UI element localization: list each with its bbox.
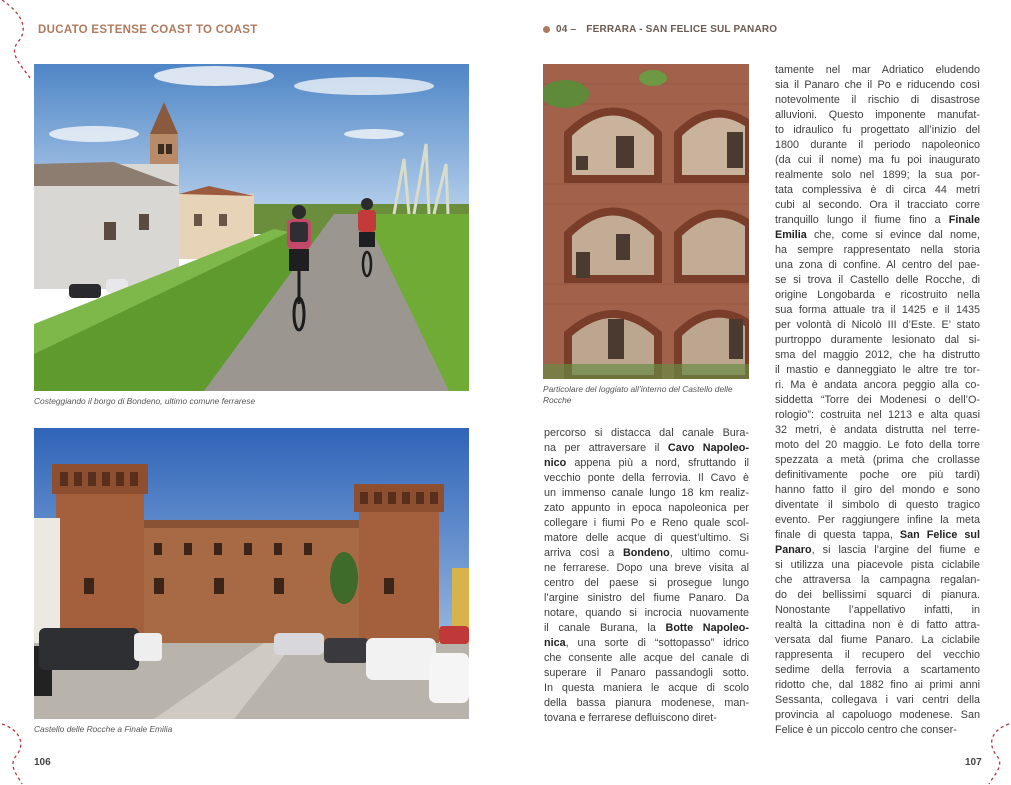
text-run: , una sorte di “sottopasso” idrico	[565, 637, 749, 649]
caption-photo2: Castello delle Rocche a Finale Emilia	[34, 724, 173, 734]
text-run: to idraulico fu progettato all’inizio del	[775, 124, 980, 136]
text-run: 32 metri, è andata distrutta nel terre-	[775, 424, 980, 436]
text-run: una zona di confine. Al centro del pae-	[775, 259, 980, 271]
text-column-middle	[544, 426, 749, 726]
text-run: tovana e ferrarese defluiscono diret-	[544, 712, 717, 724]
text-line	[775, 483, 980, 498]
stage-title: FERRARA - SAN FELICE SUL PANARO	[586, 24, 778, 35]
stage-header	[543, 24, 777, 35]
text-line	[775, 573, 980, 588]
text-run: collegare i fiumi Po e Reno quale scol-	[544, 517, 749, 529]
text-line	[775, 123, 980, 138]
text-run: notevolmente il rischio di disastrose	[775, 94, 980, 106]
text-run: tata complessiva è di circa 44 metri	[775, 184, 980, 196]
text-line	[775, 633, 980, 648]
bold-place-name: Botte Napoleo-	[665, 622, 749, 634]
text-run: In questa maniera le acque di scolo	[544, 682, 749, 694]
text-run: , ultimo comu-	[669, 547, 749, 559]
text-line	[775, 168, 980, 183]
text-line	[775, 693, 980, 708]
text-run: Sessanta, collegava i vari centri della	[775, 694, 980, 706]
page-number-right: 107	[965, 757, 982, 768]
text-run: purtroppo duramente lesionato dal si-	[775, 334, 980, 346]
text-line	[544, 591, 749, 606]
text-run: siddetta “Torre dei Modenesi o dell’O-	[775, 394, 980, 406]
text-run: della bassa pianura modenese, man-	[544, 697, 749, 709]
caption-photo3-line1: Particolare del loggiato all’interno del Castello delle	[543, 384, 733, 394]
text-line	[775, 348, 980, 363]
text-run: evento. Per raggiungere infine la meta	[775, 514, 980, 526]
text-run: che, come si evince dal nome,	[806, 229, 980, 241]
text-line	[775, 423, 980, 438]
text-run: che consente alle acque del canale di	[544, 652, 749, 664]
running-title: DUCATO ESTENSE COAST TO COAST	[38, 24, 258, 36]
text-line	[544, 426, 749, 441]
text-line	[775, 618, 980, 633]
text-run: (da cui il nome) ma fu poi inaugurato	[775, 154, 980, 166]
text-line	[775, 528, 980, 543]
text-line	[775, 498, 980, 513]
text-line	[544, 456, 749, 471]
text-line	[775, 78, 980, 93]
text-line	[775, 513, 980, 528]
text-run: origine Longobarda e ricostruito nella	[775, 289, 980, 301]
text-run: appena più a nord, sfruttando il	[566, 457, 749, 469]
text-run: notare, quando si incrocia nuovamente	[544, 607, 749, 619]
text-line	[775, 333, 980, 348]
photo-bondeno-cyclists	[34, 64, 469, 391]
text-run: finale di questa tappa,	[775, 529, 900, 541]
text-run: realmente solo nel 1899; la sua por-	[775, 169, 980, 181]
text-line	[775, 543, 980, 558]
text-run: per volontà di Nicolò III d’Este. E’ stato	[775, 319, 980, 331]
text-line	[544, 711, 749, 726]
text-line	[775, 303, 980, 318]
text-line	[775, 63, 980, 78]
text-line	[544, 561, 749, 576]
decorative-curl-bottom-left	[0, 722, 30, 785]
photo-loggiato	[543, 64, 749, 379]
text-run: hanno fatto il giro del mondo e sono	[775, 484, 980, 496]
text-run: rappresenta il recupero del vecchio	[775, 649, 980, 661]
text-run: matore delle acque di quest’ultimo. Si	[544, 532, 749, 544]
text-line	[775, 93, 980, 108]
bold-place-name: Cavo Napoleo-	[667, 442, 749, 454]
text-run: na per attraversare il	[544, 442, 668, 454]
text-line	[775, 408, 980, 423]
text-run: ridotto che, dal 1882 fino ai primi anni	[775, 679, 980, 691]
text-line	[775, 363, 980, 378]
text-run: l’argine sinistro del fiume Panaro. Da	[544, 592, 749, 604]
bullet-dot-icon	[543, 26, 550, 33]
text-line	[544, 621, 749, 636]
text-line	[775, 198, 980, 213]
text-run: sua forma attuale tra il 1425 e il 1435	[775, 304, 980, 316]
text-run: che attraversa la campagna regalan-	[775, 574, 980, 586]
text-run: moto del 20 maggio. Le foto della torre	[775, 439, 980, 451]
text-line	[544, 471, 749, 486]
text-run: versata dal fiume Panaro. La ciclabile	[775, 634, 980, 646]
text-line	[775, 213, 980, 228]
text-line	[775, 678, 980, 693]
text-run: definitivamente poche ore più tardi)	[775, 469, 980, 481]
text-run: , si lascia l’argine del fiume e	[811, 544, 980, 556]
text-line	[544, 531, 749, 546]
bold-place-name: nica	[544, 637, 566, 649]
caption-photo3-line2: Rocche	[543, 395, 572, 405]
text-line	[544, 441, 749, 456]
text-line	[544, 666, 749, 681]
text-run: spezzata a metà (prima che crollasse	[775, 454, 980, 466]
bold-place-name: Panaro	[775, 544, 812, 556]
text-run: il mastio e danneggiato le altre tre tor-	[775, 364, 980, 376]
text-run: diventate il simbolo di questo tragico	[775, 499, 980, 511]
text-line	[775, 663, 980, 678]
text-run: tamente nel mar Adriatico eludendo	[775, 64, 980, 76]
text-run: ha sempre rappresentato nella storia	[775, 244, 980, 256]
decorative-curl-top-left	[0, 0, 34, 80]
text-line	[544, 486, 749, 501]
text-line	[775, 558, 980, 573]
text-run: arriva così a	[544, 547, 623, 559]
text-line	[775, 258, 980, 273]
bold-place-name: nico	[544, 457, 567, 469]
text-run: provincia al capoluogo modenese. San	[775, 709, 980, 721]
text-run: sia il Panaro che il Po e riducendo così	[775, 79, 980, 91]
text-run: Felice è un piccolo centro che conser-	[775, 724, 957, 736]
text-line	[775, 288, 980, 303]
page-number-left: 106	[34, 757, 51, 768]
text-run: Nonostante l’appellativo infatti, in	[775, 604, 980, 616]
text-line	[775, 468, 980, 483]
text-line	[775, 723, 980, 738]
text-line	[775, 243, 980, 258]
text-line	[775, 648, 980, 663]
text-run: percorso si distacca dal canale Bura-	[544, 427, 749, 439]
stage-number: 04 –	[556, 24, 577, 35]
bold-place-name: Finale	[948, 214, 980, 226]
text-column-right	[775, 63, 980, 738]
text-line	[775, 588, 980, 603]
text-run: il canale Burana, la	[544, 622, 666, 634]
caption-photo3	[543, 384, 758, 406]
caption-photo1: Costeggiando il borgo di Bondeno, ultimo comune ferrarese	[34, 396, 256, 406]
text-line	[775, 393, 980, 408]
bold-place-name: Emilia	[775, 229, 807, 241]
text-line	[775, 138, 980, 153]
text-run: do dei bellissimi squarci di pianura.	[775, 589, 980, 601]
decorative-curl-bottom-right	[985, 722, 1011, 785]
text-line	[775, 273, 980, 288]
text-run: sedime della ferrovia a scartamento	[775, 664, 980, 676]
text-line	[775, 378, 980, 393]
text-line	[775, 318, 980, 333]
text-run: 1800 durante il periodo napoleonico	[775, 139, 980, 151]
text-line	[775, 228, 980, 243]
text-run: un immenso canale lungo 18 km realiz-	[544, 487, 749, 499]
text-line	[775, 453, 980, 468]
text-run: vecchio ponte della ferrovia. Il Cavo è	[544, 472, 749, 484]
text-line	[775, 603, 980, 618]
text-run: sma del maggio 2012, che ha distrutto	[775, 349, 980, 361]
text-line	[544, 501, 749, 516]
text-run: ri. Ma è andata ancora peggio alla co-	[775, 379, 980, 391]
text-line	[544, 606, 749, 621]
text-line	[544, 681, 749, 696]
text-line	[544, 651, 749, 666]
text-line	[775, 708, 980, 723]
text-line	[544, 636, 749, 651]
text-line	[544, 696, 749, 711]
text-line	[544, 546, 749, 561]
text-run: tranquillo lungo il fiume fino a	[775, 214, 949, 226]
text-run: centro del paese si prosegue lungo	[544, 577, 749, 589]
photo-castello-rocche	[34, 428, 469, 719]
text-run: si utilizza una piacevole pista ciclabile	[775, 559, 980, 571]
text-line	[544, 516, 749, 531]
bold-place-name: Bondeno	[622, 547, 670, 559]
text-line	[775, 438, 980, 453]
bold-place-name: San Felice sul	[899, 529, 980, 541]
text-run: se si trova il Castello delle Rocche, di	[775, 274, 980, 286]
text-run: rologio”: costruita nel 1213 e alta quasi	[775, 409, 980, 421]
text-run: realtà la cittadina non è di fatto attra-	[775, 619, 980, 631]
text-run: ne ferrarese. Dopo una breve visita al	[544, 562, 749, 574]
text-line	[775, 108, 980, 123]
text-line	[544, 576, 749, 591]
text-run: alluvioni. Questo imponente manufat-	[775, 109, 980, 121]
text-run: zato appunto in epoca napoleonica per	[544, 502, 749, 514]
text-line	[775, 153, 980, 168]
text-run: superare il Panaro passandogli sotto.	[544, 667, 749, 679]
text-run: cubi al secondo. Ora il tracciato corre	[775, 199, 980, 211]
text-line	[775, 183, 980, 198]
